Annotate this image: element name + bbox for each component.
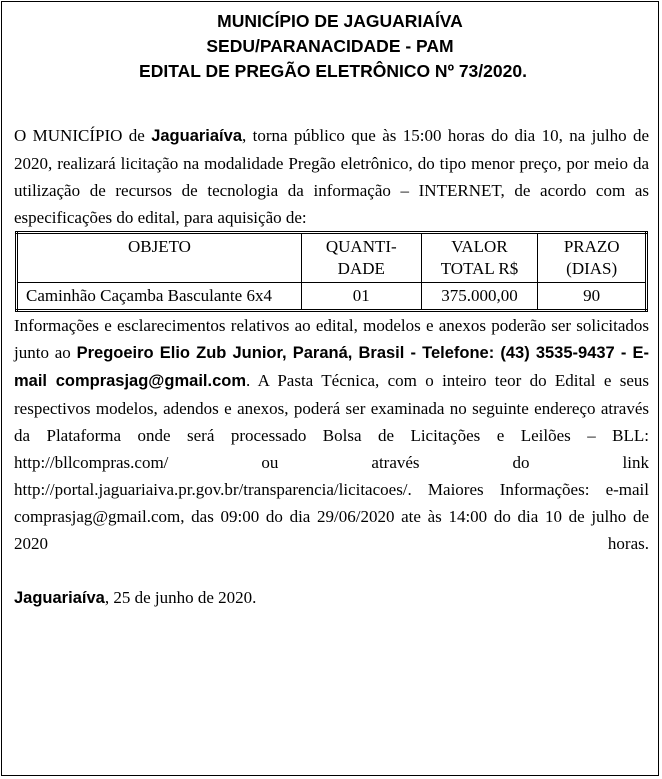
info-contact: Pregoeiro Elio Zub Junior, Paraná, Brasil - Telefone: (43) 3535-9437 - E-mail comprasjag@gmail.com	[14, 344, 649, 390]
table-header-row	[17, 233, 647, 283]
info-text2: . A Pasta Técnica, com o inteiro teor do Edital e seus respectivos modelos, adendos e anexos, poderá ser examinada no seguinte endereço através da Plataforma onde será processado Bolsa de Licitações e Leilões – BLL: http://bllcompras.com/ ou através do link http://portal.jaguariaiva.pr.gov.br/transparencia/licitacoes/. Maiores Informações: e-mail comprasjag@gmail.com, das 09:00 do dia 29/06/2020 ate às 14:00 do dia 10 de julho de 2020 horas.	[14, 371, 650, 553]
intro-city: Jaguariaíva	[151, 127, 242, 145]
cell-quantidade: 01	[301, 283, 421, 311]
col-header-valor: VALOR TOTAL R$	[421, 233, 538, 283]
col-header-objeto: OBJETO	[17, 233, 302, 283]
notice-body	[14, 122, 649, 612]
cell-valor: 375.000,00	[421, 283, 538, 311]
object-table	[15, 231, 648, 312]
intro-prefix: O MUNICÍPIO de	[14, 126, 152, 145]
info-text1: Informações e esclarecimentos relativos ao edital, modelos e anexos poderão ser solicitados junto ao	[14, 316, 649, 362]
header-department: SEDU/PARANACIDADE - PAM	[206, 36, 454, 56]
cell-prazo: 90	[538, 283, 647, 311]
col-header-quantidade: QUANTI-DADE	[301, 233, 421, 283]
header-edital-title: EDITAL DE PREGÃO ELETRÔNICO Nº 73/2020.	[139, 61, 527, 81]
info-paragraph	[14, 312, 649, 557]
spacer	[14, 557, 649, 584]
table-row	[17, 283, 647, 311]
intro-paragraph	[14, 122, 649, 231]
col-header-prazo: PRAZO (DIAS)	[538, 233, 647, 283]
closing-city: Jaguariaíva	[14, 589, 105, 607]
closing-line	[14, 584, 649, 612]
header-municipality: MUNICÍPIO DE JAGUARIAÍVA	[217, 11, 463, 31]
closing-date: , 25 de junho de 2020.	[104, 588, 257, 607]
notice-header	[2, 2, 658, 84]
notice-frame	[1, 1, 659, 776]
intro-rest: , torna público que às 15:00 horas do dia 10, na julho de 2020, realizará licitação na modalidade Pregão eletrônico, do tipo menor preço, por meio da utilização de recursos de tecnologia da informação – INTERNET, de acordo com as especificações do edital, para aquisição de:	[14, 126, 650, 227]
cell-objeto: Caminhão Caçamba Basculante 6x4	[17, 283, 302, 311]
